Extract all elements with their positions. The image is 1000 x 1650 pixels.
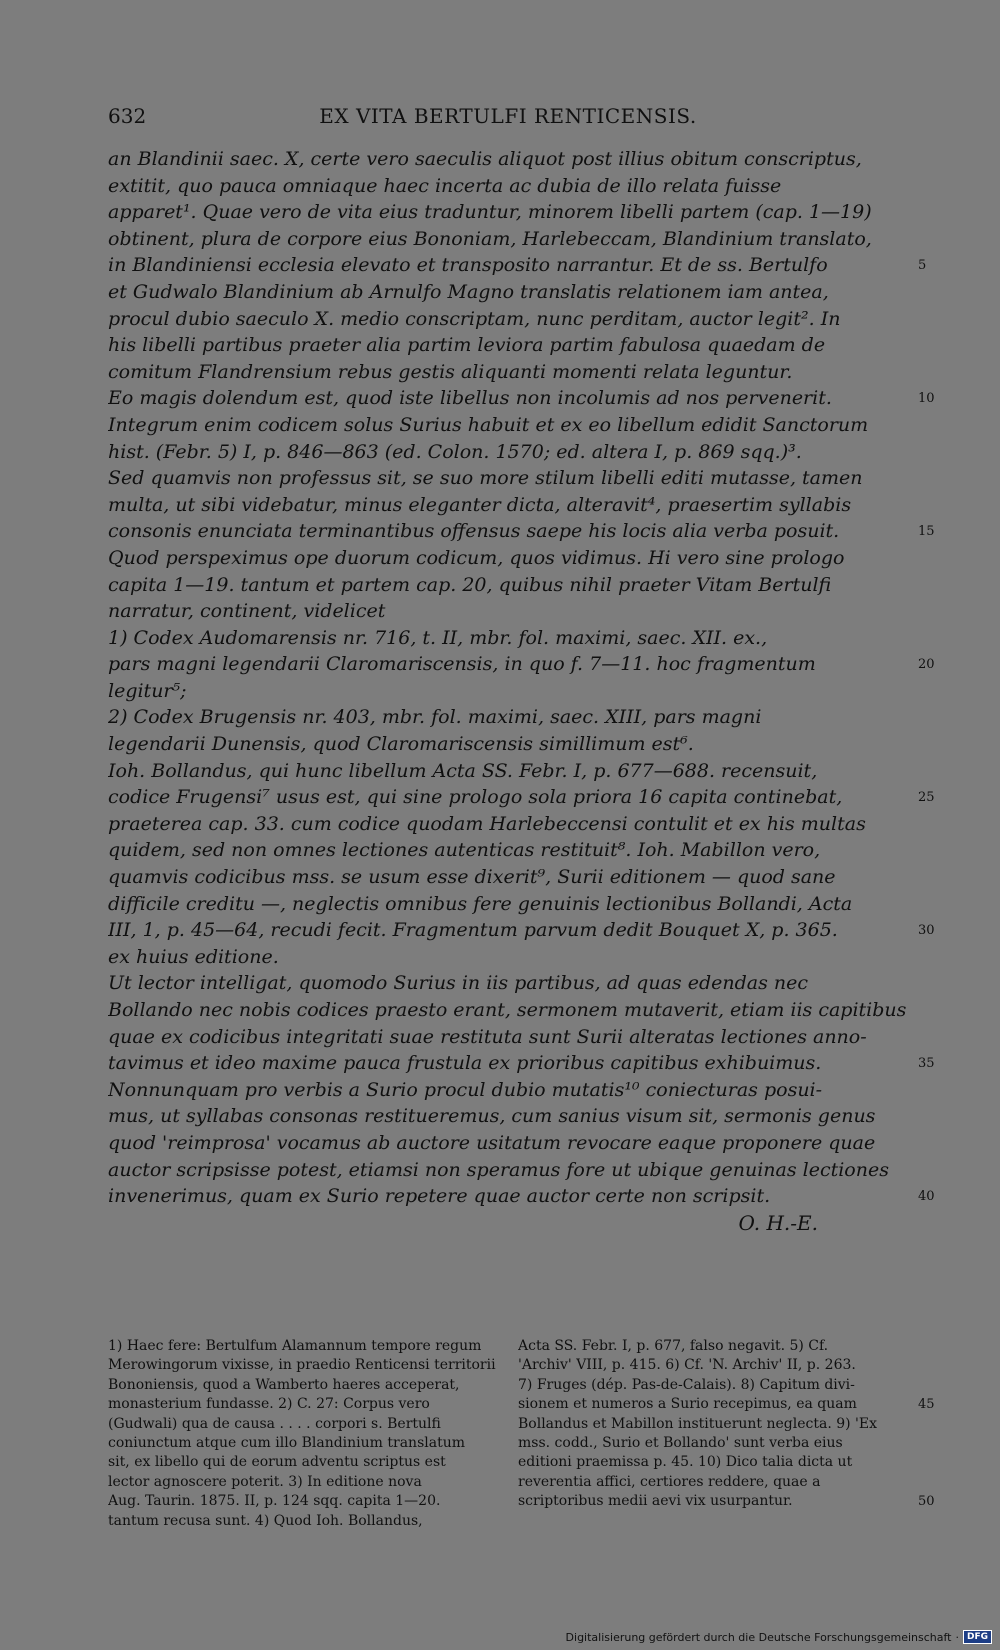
text-line — [108, 970, 938, 997]
text-line — [108, 731, 938, 758]
footnote-line — [518, 1473, 910, 1492]
text-line — [108, 359, 938, 386]
text-line — [108, 758, 938, 785]
footnote-line — [108, 1512, 500, 1531]
text-line — [108, 199, 938, 226]
text-line — [108, 944, 938, 971]
line-text: pars magni legendarii Claromariscensis, in quo f. 7—11. hoc fragmentum — [108, 653, 816, 676]
line-text: Ut lector intelligat, quomodo Surius in iis partibus, ad quas edendas nec — [108, 972, 808, 995]
line-text: et Gudwalo Blandinium ab Arnulfo Magno translatis relationem iam antea, — [108, 280, 829, 303]
line-number: 30 — [918, 923, 935, 939]
footnote-line — [518, 1337, 910, 1356]
text-line — [108, 465, 938, 492]
footnote-text: (Gudwali) qua de causa . . . . corpori s. Bertulfi — [108, 1415, 441, 1432]
text-line — [108, 439, 938, 466]
text-line — [108, 864, 938, 891]
page-header — [108, 104, 908, 134]
line-text: quae ex codicibus integritati suae restituta sunt Surii alteratas lectiones anno- — [108, 1025, 867, 1048]
line-text: praeterea cap. 33. cum codice quodam Harlebeccensi contulit et ex his multas — [108, 812, 866, 835]
footnote-text: scriptoribus medii aevi vix usurpantur. — [518, 1493, 793, 1510]
footnote-line — [108, 1492, 500, 1511]
line-text: auctor scripsisse potest, etiamsi non speramus fore ut ubique genuinas lectiones — [108, 1158, 889, 1181]
text-line — [108, 625, 938, 652]
line-number: 15 — [918, 524, 935, 540]
digitization-credit: Digitalisierung gefördert durch die Deutsche Forschungsgemeinschaft · DFG — [566, 1630, 992, 1644]
line-text: narratur, continent, videlicet — [108, 600, 386, 623]
footnote-line — [518, 1434, 910, 1453]
line-number: 25 — [918, 790, 935, 806]
footnote-text: mss. codd., Surio et Bollando' sunt verba eius — [518, 1434, 843, 1451]
footnote-text: Aug. Taurin. 1875. II, p. 124 sqq. capita 1—20. — [108, 1493, 441, 1510]
footnote-text: 'Archiv' VIII, p. 415. 6) Cf. 'N. Archiv' II, p. 263. — [518, 1357, 856, 1374]
line-text: an Blandinii saec. X, certe vero saeculis aliquot post illius obitum conscriptus, — [108, 148, 862, 170]
text-line — [108, 997, 938, 1024]
line-number: 10 — [918, 391, 935, 407]
footnote-line — [518, 1395, 935, 1414]
text-line — [108, 891, 938, 918]
line-text: his libelli partibus praeter alia partim leviora partim fabulosa quaedam de — [108, 334, 826, 357]
line-text: Nonnunquam pro verbis a Surio procul dubio mutatis¹⁰ coniecturas posui- — [108, 1078, 823, 1101]
body-text — [108, 146, 938, 1236]
line-text: quidem, sed non omnes lectiones autenticas restituit⁸. Ioh. Mabillon vero, — [108, 839, 821, 862]
text-line — [108, 146, 938, 173]
text-line — [108, 811, 938, 838]
line-text: extitit, quo pauca omniaque haec incerta ac dubia de illo relata fuisse — [108, 174, 782, 197]
line-text: capita 1—19. tantum et partem cap. 20, quibus nihil praeter Vitam Bertulfi — [108, 573, 832, 596]
footnote-line — [108, 1337, 500, 1356]
line-text: codice Frugensi⁷ usus est, qui sine prologo sola priora 16 capita continebat, — [108, 786, 843, 809]
footnote-text: 7) Fruges (dép. Pas-de-Calais). 8) Capitum divi- — [518, 1376, 855, 1393]
footnote-line — [518, 1492, 935, 1511]
line-text: in Blandiniensi ecclesia elevato et transposito narrantur. Et de ss. Bertulfo — [108, 254, 828, 277]
line-number: 40 — [918, 1189, 935, 1205]
footnote-line — [108, 1395, 500, 1414]
line-text: legendarii Dunensis, quod Claromariscensis simillimum est⁶. — [108, 733, 694, 756]
text-line — [108, 598, 938, 625]
line-text: 1) Codex Audomarensis nr. 716, t. II, mbr. fol. maximi, saec. XII. ex., — [108, 626, 768, 649]
dfg-logo: DFG — [963, 1630, 992, 1644]
text-line — [108, 1103, 938, 1130]
text-line — [108, 572, 938, 599]
line-text: Eo magis dolendum est, quod iste libellus non incolumis ad nos pervenerit. — [108, 387, 832, 410]
text-line — [108, 704, 938, 731]
footnote-text: Merowingorum vixisse, in praedio Renticensi territorii — [108, 1357, 496, 1374]
text-line — [108, 784, 938, 811]
line-text: quod 'reimprosa' vocamus ab auctore usitatum revocare eaque proponere quae — [108, 1131, 876, 1154]
line-text: tavimus et ideo maxime pauca frustula ex prioribus capitibus exhibuimus. — [108, 1052, 822, 1075]
footnote-text: reverentia affici, certiores reddere, quae a — [518, 1473, 821, 1490]
text-line — [108, 1050, 938, 1077]
text-line — [108, 252, 938, 279]
text-line — [108, 279, 938, 306]
footnote-text: sionem et numeros a Surio recepimus, ea quam — [518, 1396, 857, 1413]
footnote-line — [518, 1453, 910, 1472]
footnote-text: monasterium fundasse. 2) C. 27: Corpus vero — [108, 1396, 430, 1413]
footnote-line — [518, 1376, 910, 1395]
footnote-text: lector agnoscere poterit. 3) In editione nova — [108, 1473, 422, 1490]
line-number: 45 — [918, 1397, 935, 1413]
line-text: mus, ut syllabas consonas restitueremus, cum sanius visum sit, sermonis genus — [108, 1105, 876, 1128]
text-line — [108, 306, 938, 333]
footnote-text: Acta SS. Febr. I, p. 677, falso negavit. 5) Cf. — [518, 1338, 829, 1354]
line-text: quamvis codicibus mss. se usum esse dixerit⁹, Surii editionem — quod sane — [108, 866, 836, 889]
line-text: Bollando nec nobis codices praesto erant, sermonem mutaverit, etiam iis capitibus — [108, 999, 907, 1021]
credit-text: Digitalisierung gefördert durch die Deutsche Forschungsgemeinschaft — [565, 1630, 952, 1644]
footnote-text: Bononiensis, quod a Wamberto haeres acceperat, — [108, 1376, 460, 1393]
footnote-text: editioni praemissa p. 45. 10) Dico talia dicta ut — [518, 1454, 853, 1471]
footnote-line — [518, 1415, 910, 1434]
line-number: 50 — [918, 1494, 935, 1510]
text-line — [108, 917, 938, 944]
line-text: procul dubio saeculo X. medio conscriptam, nunc perditam, auctor legit². In — [108, 307, 841, 330]
line-number: 5 — [918, 258, 927, 274]
text-line — [108, 412, 938, 439]
text-line — [108, 492, 938, 519]
line-text: III, 1, p. 45—64, recudi fecit. Fragmentum parvum dedit Bouquet X, p. 365. — [108, 919, 838, 942]
text-line — [108, 226, 938, 253]
page-number: 632 — [108, 104, 147, 128]
text-line — [108, 545, 938, 572]
footnote-line — [108, 1473, 500, 1492]
line-text: apparet¹. Quae vero de vita eius traduntur, minorem libelli partem (cap. 1—19) — [108, 201, 872, 224]
line-text: invenerimus, quam ex Surio repetere quae auctor certe non scripsit. — [108, 1185, 771, 1208]
footnote-line — [108, 1356, 500, 1375]
footnote-line — [108, 1453, 500, 1472]
line-text: ex huius editione. — [108, 945, 279, 968]
text-line — [108, 1157, 938, 1184]
text-line — [108, 518, 938, 545]
footnote-text: Bollandus et Mabillon instituerunt neglecta. 9) 'Ex — [518, 1415, 878, 1432]
line-text: difficile creditu —, neglectis omnibus fere genuinis lectionibus Bollandi, Acta — [108, 892, 853, 915]
line-text: obtinent, plura de corpore eius Bononiam, Harlebeccam, Blandinium translato, — [108, 227, 872, 250]
text-line — [108, 1130, 938, 1157]
footnotes-left-column — [108, 1337, 500, 1531]
footnote-line — [108, 1415, 500, 1434]
text-line — [108, 1077, 938, 1104]
text-line — [108, 678, 938, 705]
line-text: Sed quamvis non professus sit, se suo more stilum libelli editi mutasse, tamen — [108, 467, 863, 490]
footnote-text: tantum recusa sunt. 4) Quod Ioh. Bollandus, — [108, 1512, 423, 1529]
line-text: multa, ut sibi videbatur, minus eleganter dicta, alteravit⁴, praesertim syllabis — [108, 493, 852, 516]
line-text: Integrum enim codicem solus Surius habuit et ex eo libellum edidit Sanctorum — [108, 413, 869, 436]
footnote-line — [518, 1356, 910, 1375]
text-line — [108, 837, 938, 864]
text-line — [108, 1183, 938, 1210]
footnote-text: 1) Haec fere: Bertulfum Alamannum tempore regum — [108, 1338, 482, 1354]
line-text: legitur⁵; — [108, 679, 187, 702]
text-line — [108, 651, 938, 678]
line-text: hist. (Febr. 5) I, p. 846—863 (ed. Colon. 1570; ed. altera I, p. 869 sqq.)³. — [108, 440, 802, 463]
footnote-line — [108, 1376, 500, 1395]
line-text: comitum Flandrensium rebus gestis aliquanti momenti relata leguntur. — [108, 360, 793, 383]
line-number: 35 — [918, 1056, 935, 1072]
line-text: 2) Codex Brugensis nr. 403, mbr. fol. maximi, saec. XIII, pars magni — [108, 706, 762, 729]
running-title: EX VITA BERTULFI RENTICENSIS. — [319, 104, 697, 128]
line-text: consonis enunciata terminantibus offensus saepe his locis alia verba posuit. — [108, 520, 840, 543]
line-text: Quod perspeximus ope duorum codicum, quos vidimus. Hi vero sine prologo — [108, 546, 845, 569]
line-text: Ioh. Bollandus, qui hunc libellum Acta SS. Febr. I, p. 677—688. recensuit, — [108, 759, 818, 782]
text-line — [108, 385, 938, 412]
footnote-line — [108, 1434, 500, 1453]
author-signature: O. H.-E. — [738, 1210, 818, 1235]
text-line — [108, 332, 938, 359]
line-number: 20 — [918, 657, 935, 673]
footnote-text: coniunctum atque cum illo Blandinium translatum — [108, 1434, 465, 1451]
text-line — [108, 173, 938, 200]
footnotes-right-column — [518, 1337, 935, 1512]
text-line — [108, 1024, 938, 1051]
footnote-text: sit, ex libello qui de eorum adventu scriptus est — [108, 1454, 446, 1471]
